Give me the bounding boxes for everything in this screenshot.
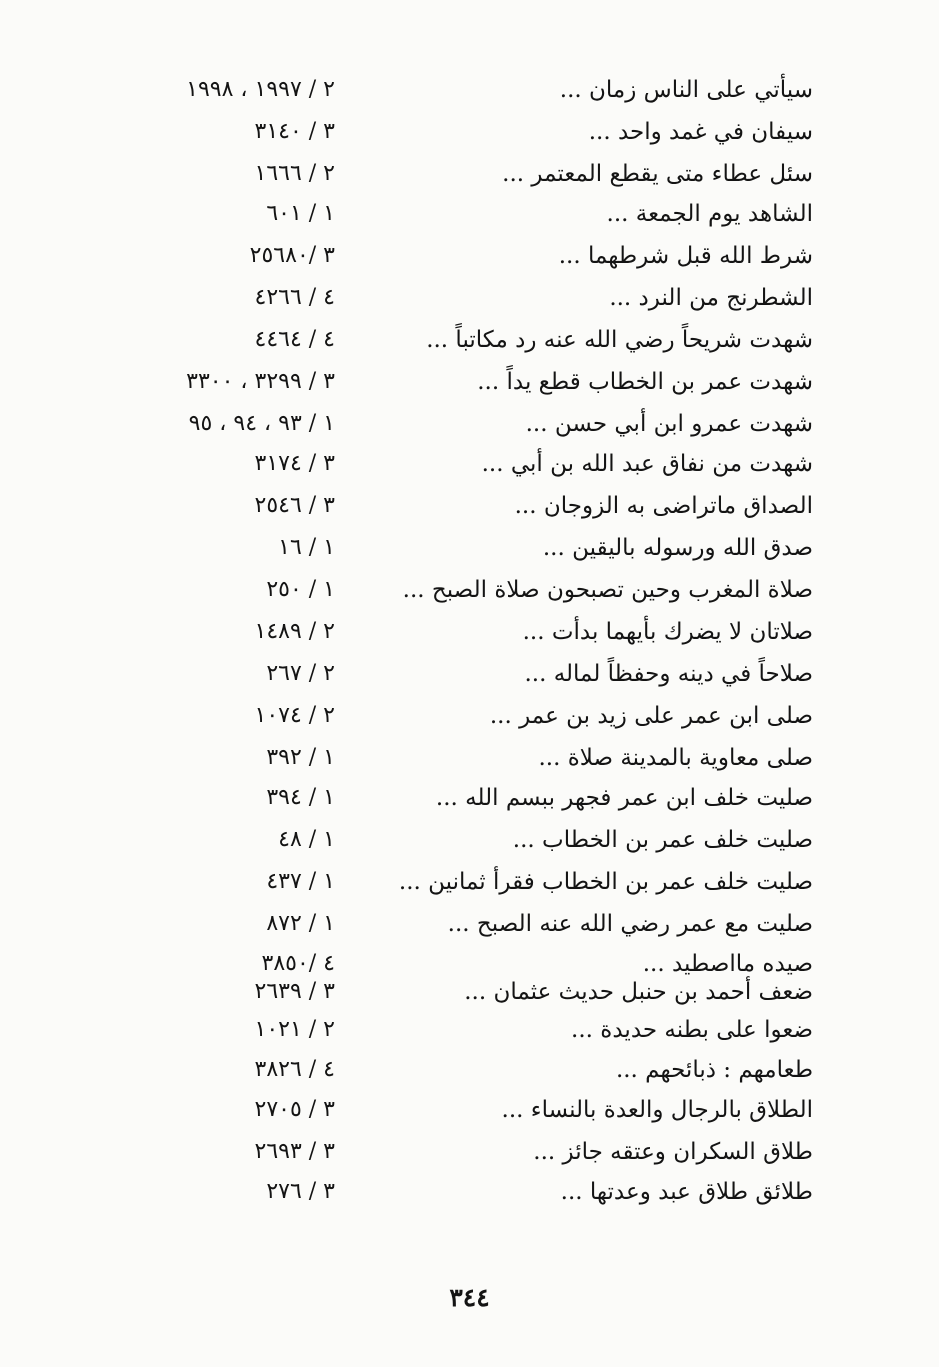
index-entry xyxy=(0,236,939,276)
page-number: ٣٤٤ xyxy=(449,1283,490,1312)
entry-phrase: طلائق طلاق عبد وعدتها ... xyxy=(560,1179,813,1205)
entry-phrase: شرط الله قبل شرطهما ... xyxy=(558,243,813,269)
entry-reference: ٣ / ٢٧٦ xyxy=(266,1179,335,1204)
entry-reference: ١ / ٣٩٢ xyxy=(266,745,335,770)
index-entry xyxy=(0,1090,939,1130)
entry-phrase: شهدت من نفاق عبد الله بن أبي ... xyxy=(481,451,813,477)
index-entry xyxy=(0,528,939,568)
entry-phrase: صليت خلف عمر بن الخطاب فقرأ ثمانين ... xyxy=(398,869,813,895)
entry-reference: ١ / ١٦ xyxy=(278,535,335,560)
entry-reference: ٣ / ٣١٧٤ xyxy=(254,451,335,476)
entry-reference: ٢ / ٢٦٧ xyxy=(266,661,335,686)
index-entry xyxy=(0,154,939,194)
entry-phrase: الشطرنج من النرد ... xyxy=(609,285,813,311)
entry-reference: ٣ / ٣١٤٠ xyxy=(254,119,335,144)
index-entry xyxy=(0,320,939,360)
entry-phrase: طعامهم : ذبائحهم ... xyxy=(615,1057,813,1083)
index-entry xyxy=(0,362,939,402)
index-entry xyxy=(0,194,939,234)
entry-reference: ٣ / ٣٢٩٩ ، ٣٣٠٠ xyxy=(186,369,335,394)
entry-reference: ٢ / ١٩٩٧ ، ١٩٩٨ xyxy=(186,77,335,102)
index-entry xyxy=(0,820,939,860)
entry-phrase: طلاق السكران وعتقه جائز ... xyxy=(533,1139,813,1165)
index-entry xyxy=(0,778,939,818)
entry-phrase: صدق الله ورسوله باليقين ... xyxy=(542,535,813,561)
entry-reference: ١ / ٤٣٧ xyxy=(266,869,335,894)
entry-phrase: صلى معاوية بالمدينة صلاة ... xyxy=(538,745,813,771)
index-entry xyxy=(0,904,939,944)
entry-reference: ٣ /٢٥٦٨٠ xyxy=(249,243,335,268)
entry-phrase: صلاحاً في دينه وحفظاً لماله ... xyxy=(524,661,813,687)
index-entry xyxy=(0,570,939,610)
entry-reference: ٣ / ٢٦٣٩ xyxy=(254,979,335,1004)
entry-phrase: سيفان في غمد واحد ... xyxy=(588,119,813,145)
entry-reference: ١ / ٣٩٤ xyxy=(266,785,335,810)
entry-phrase: صلاة المغرب وحين تصبحون صلاة الصبح ... xyxy=(402,577,813,603)
index-entry xyxy=(0,654,939,694)
entry-phrase: الشاهد يوم الجمعة ... xyxy=(606,201,813,227)
entry-reference: ١ / ٤٨ xyxy=(278,827,335,852)
entry-phrase: صليت خلف ابن عمر فجهر ببسم الله ... xyxy=(435,785,813,811)
entry-reference: ٢ / ١٠٢١ xyxy=(254,1017,335,1042)
entry-phrase: صليت مع عمر رضي الله عنه الصبح ... xyxy=(447,911,813,937)
entry-phrase: الصداق ماتراضى به الزوجان ... xyxy=(514,493,813,519)
entry-reference: ٣ / ٢٦٩٣ xyxy=(254,1139,335,1164)
entry-reference: ١ / ٦٠١ xyxy=(266,201,335,226)
entry-phrase: ضعف أحمد بن حنبل حديث عثمان ... xyxy=(464,979,813,1005)
index-entry xyxy=(0,862,939,902)
entry-phrase: شهدت عمرو ابن أبي حسن ... xyxy=(525,411,813,437)
entry-phrase: ضعوا على بطنه حديدة ... xyxy=(571,1017,813,1043)
entry-reference: ٤ /٣٨٥٠ xyxy=(261,951,335,976)
index-entry xyxy=(0,278,939,318)
index-entry xyxy=(0,486,939,526)
entry-reference: ٢ / ١٤٨٩ xyxy=(254,619,335,644)
entry-reference: ٣ / ٢٧٠٥ xyxy=(254,1097,335,1122)
index-entry xyxy=(0,1050,939,1090)
index-entry xyxy=(0,70,939,110)
index-entry xyxy=(0,444,939,484)
entry-reference: ١ / ٢٥٠ xyxy=(266,577,335,602)
entry-reference: ٤ / ٣٨٢٦ xyxy=(254,1057,335,1082)
entry-phrase: سئل عطاء متى يقطع المعتمر ... xyxy=(502,161,813,187)
entry-reference: ٢ / ١٦٦٦ xyxy=(254,161,335,186)
entry-reference: ٣ / ٢٥٤٦ xyxy=(254,493,335,518)
index-entry xyxy=(0,404,939,444)
entry-phrase: شهدت شريحاً رضي الله عنه رد مكاتباً ... xyxy=(426,327,813,353)
entry-phrase: صليت خلف عمر بن الخطاب ... xyxy=(512,827,813,853)
index-entry xyxy=(0,1132,939,1172)
entry-reference: ٢ / ١٠٧٤ xyxy=(254,703,335,728)
entry-phrase: صيده مااصطيد ... xyxy=(642,951,813,977)
entry-phrase: الطلاق بالرجال والعدة بالنساء ... xyxy=(501,1097,813,1123)
index-entry xyxy=(0,738,939,778)
entry-phrase: صلاتان لا يضرك بأيهما بدأت ... xyxy=(522,619,813,645)
index-entry xyxy=(0,612,939,652)
entry-reference: ١ / ٩٣ ، ٩٤ ، ٩٥ xyxy=(188,411,335,436)
entry-reference: ٤ / ٤٤٦٤ xyxy=(254,327,335,352)
entry-phrase: سيأتي على الناس زمان ... xyxy=(559,77,813,103)
index-entry xyxy=(0,696,939,736)
index-entry xyxy=(0,972,939,1012)
index-entry xyxy=(0,1172,939,1212)
index-entry xyxy=(0,1010,939,1050)
index-entry xyxy=(0,112,939,152)
entry-reference: ١ / ٨٧٢ xyxy=(266,911,335,936)
entry-phrase: شهدت عمر بن الخطاب قطع يداً ... xyxy=(477,369,813,395)
entry-reference: ٤ / ٤٢٦٦ xyxy=(254,285,335,310)
entry-phrase: صلى ابن عمر على زيد بن عمر ... xyxy=(489,703,813,729)
